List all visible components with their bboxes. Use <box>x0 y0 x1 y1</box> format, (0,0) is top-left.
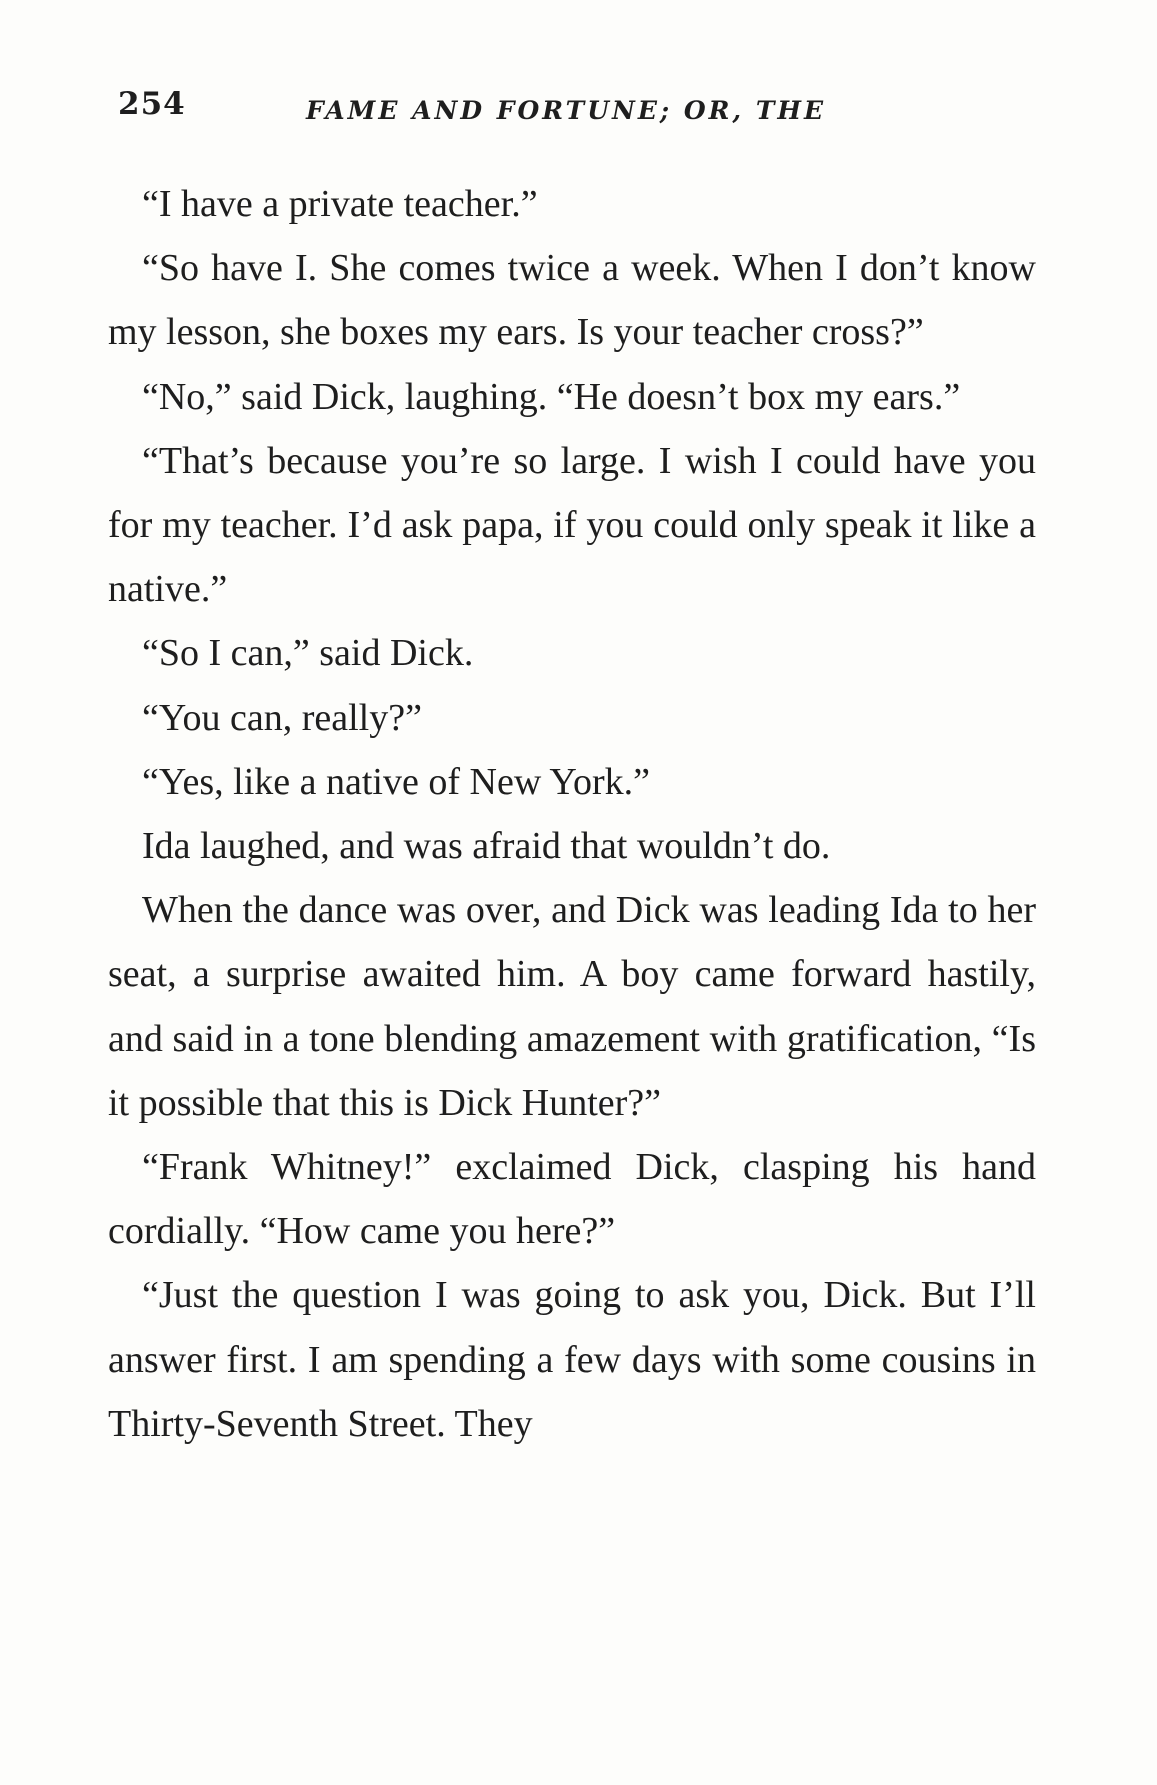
paragraph: “I have a private teacher.” <box>142 183 538 225</box>
paragraph: “You can, really?” <box>142 696 422 739</box>
paragraph: “Yes, like a native of New York.” <box>142 760 651 803</box>
running-head: FAME AND FORTUNE; OR, THE <box>306 96 827 125</box>
paragraph: “So I can,” said Dick. <box>142 632 474 675</box>
paragraph: “Just the question I was going to ask you, Dick. But I’ll answer first. I am spending a few days with some cousins in Thirty-Seventh Street. They <box>108 1274 1036 1445</box>
paragraph: “No,” said Dick, laughing. “He doesn’t box my ears.” <box>142 375 961 418</box>
paragraph: Ida laughed, and was afraid that wouldn’t do. <box>142 825 831 868</box>
paragraph: When the dance was over, and Dick was leading Ida to her seat, a surprise awaited him. A boy came forward hastily, and said in a tone blending amazement with gratification, “Is it possible that this is Dick Hunter?” <box>108 889 1036 1124</box>
paragraph: “So have I. She comes twice a week. When I don’t know my lesson, she boxes my ears. Is your teacher cross?” <box>108 247 1036 354</box>
paragraph: “That’s because you’re so large. I wish I could have you for my teacher. I’d ask papa, if you could only speak it like a native.” <box>108 439 1036 611</box>
paragraph: “Frank Whitney!” exclaimed Dick, clasping his hand cordially. “How came you here?” <box>108 1146 1036 1253</box>
body-text <box>108 172 1036 1762</box>
page-header <box>118 86 1038 136</box>
page-number: 254 <box>118 86 186 122</box>
